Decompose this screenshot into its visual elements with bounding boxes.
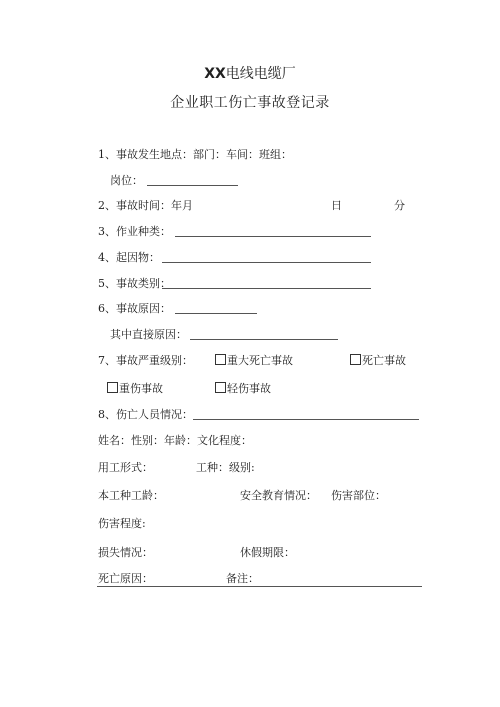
injury-part-label: 伤害部位：	[331, 489, 386, 502]
trade-level-label: 工种：级别:	[196, 461, 255, 474]
cause-object-label: 4、起因物：	[98, 251, 160, 264]
severity-option-death[interactable]	[350, 354, 406, 368]
checkbox-icon[interactable]	[107, 382, 118, 393]
option-label: 轻伤事故	[227, 382, 271, 395]
work-type-label: 3、作业种类：	[98, 225, 171, 238]
day-label: 日	[331, 199, 342, 212]
remarks-label: 备注：	[226, 572, 259, 585]
death-cause-label: 死亡原因：	[98, 572, 153, 585]
severity-option-serious-injury[interactable]	[107, 382, 163, 396]
post-field[interactable]	[147, 185, 238, 186]
checkbox-icon[interactable]	[350, 354, 361, 365]
factory-prefix: XX	[204, 66, 226, 82]
severity-option-minor-injury[interactable]	[215, 382, 271, 396]
factory-title	[0, 63, 500, 83]
minute-label: 分	[394, 199, 405, 212]
employment-label: 用工形式：	[98, 461, 153, 474]
injury-degree-label: 伤害程度:	[98, 517, 146, 530]
safety-education-label: 安全教育情况：	[240, 489, 317, 502]
option-label: 重伤事故	[119, 382, 163, 395]
work-type-field[interactable]	[175, 236, 371, 237]
category-field[interactable]	[162, 288, 371, 289]
form-title: 企业职工伤亡事故登记录	[170, 95, 330, 111]
option-label: 死亡事故	[362, 354, 406, 367]
reason-label: 6、事故原因：	[98, 302, 171, 315]
checkbox-icon[interactable]	[215, 382, 226, 393]
direct-reason-field[interactable]	[190, 339, 338, 340]
seniority-label: 本工种工龄：	[98, 489, 164, 502]
severity-label: 7、事故严重级别：	[98, 354, 193, 367]
reason-field[interactable]	[175, 313, 257, 314]
post-label: 岗位：	[110, 174, 143, 187]
option-label: 重大死亡事故	[227, 354, 293, 367]
category-label: 5、事故类别：	[98, 277, 171, 290]
cause-object-field[interactable]	[162, 262, 371, 263]
factory-name: 电线电缆厂	[225, 66, 296, 82]
direct-reason-label: 其中直接原因：	[110, 328, 187, 341]
personal-info-label: 姓名：性别：年龄：文化程度：	[98, 434, 252, 447]
casualty-field[interactable]	[193, 419, 419, 420]
checkbox-icon[interactable]	[215, 354, 226, 365]
location-label: 1、事故发生地点：部门：车间：班组：	[98, 148, 292, 161]
bottom-rule	[97, 586, 422, 587]
severity-option-major-death[interactable]	[215, 354, 293, 368]
time-label: 2、事故时间：年月	[98, 199, 193, 212]
leave-period-label: 休假期限：	[240, 546, 295, 559]
loss-label: 损失情况：	[98, 546, 153, 559]
casualty-label: 8、伤亡人员情况：	[98, 408, 193, 421]
